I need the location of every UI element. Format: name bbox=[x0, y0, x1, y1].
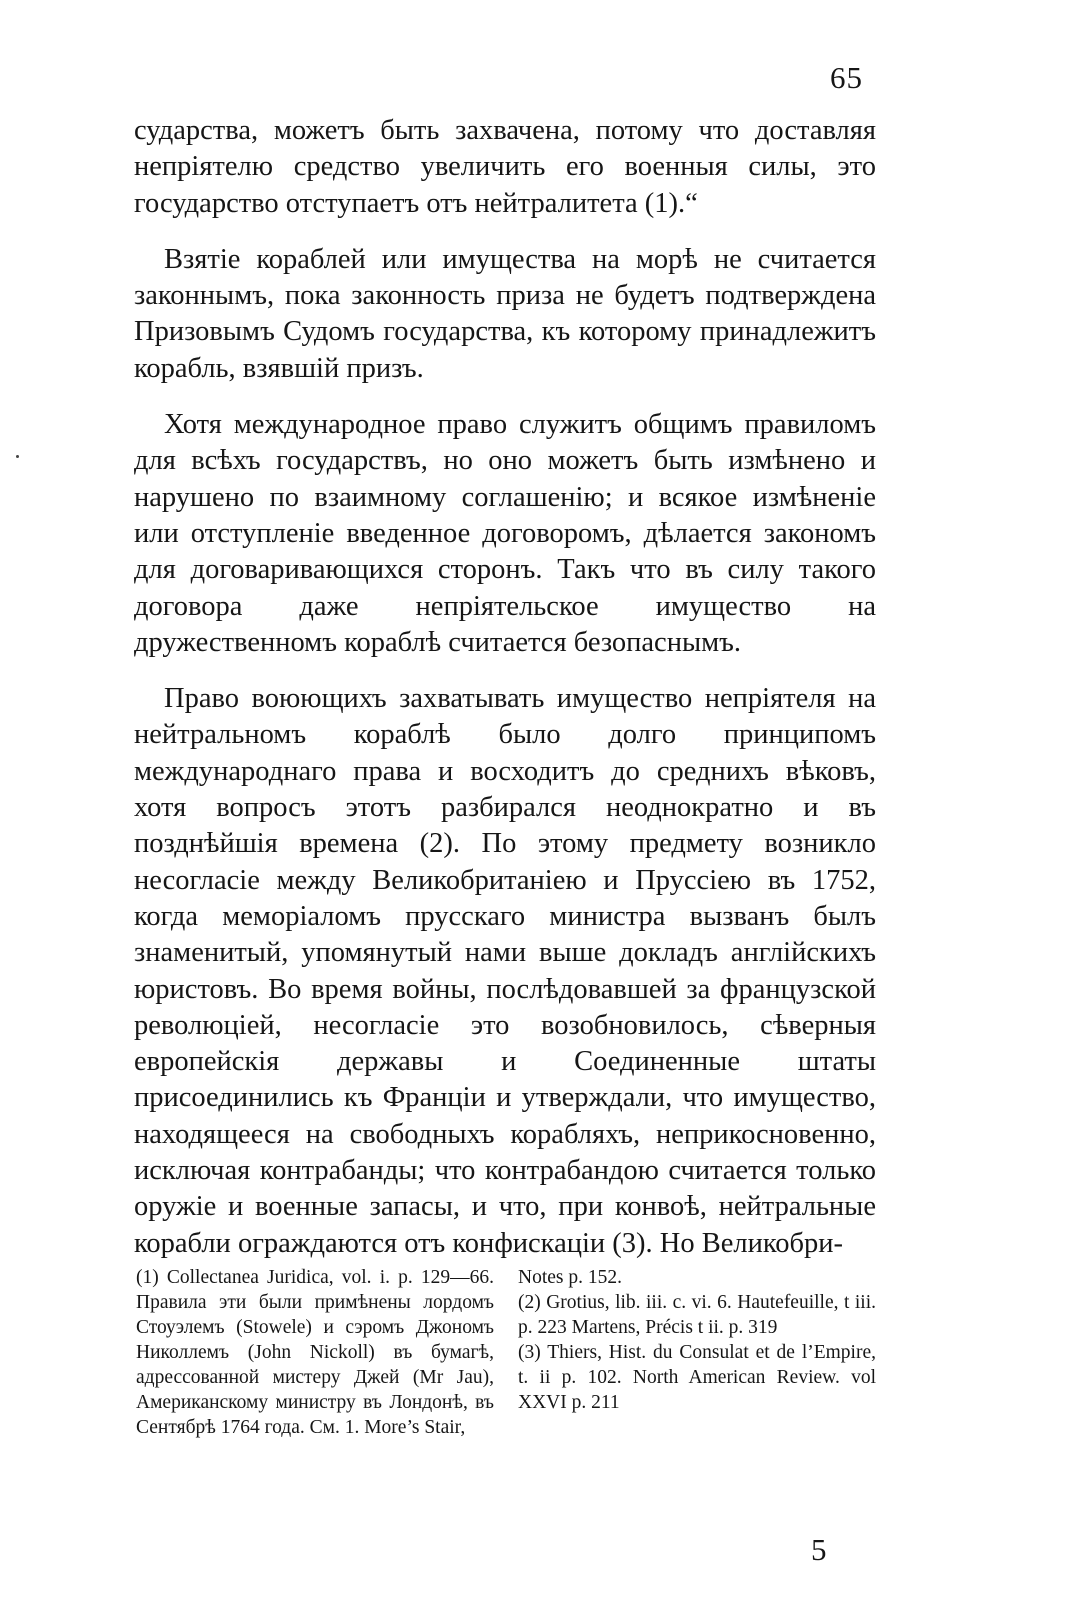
page-number: 65 bbox=[830, 60, 863, 95]
footnote-1-continuation: Notes p. 152. bbox=[518, 1267, 622, 1288]
main-text bbox=[134, 113, 876, 1262]
footnote-column-left bbox=[136, 1265, 494, 1440]
footnote-2: (2) Grotius, lib. iii. c. vi. 6. Hautefeuille, t iii. p. 223 Martens, Précis t ii. p. 319 bbox=[518, 1292, 876, 1338]
margin-speck bbox=[16, 455, 19, 458]
paragraph: Хотя международное право служитъ общимъ правиломъ для всѣхъ государствъ, но оно можетъ быть измѣнено и нарушено по взаимному соглашенію; и всякое измѣненіе или отступленіе введенное договоромъ, дѣлается закономъ для договаривающихся сторонъ. Такъ что въ силу такого договора даже непріятельское имущество на дружественномъ кораблѣ считается безопаснымъ. bbox=[134, 409, 876, 658]
paragraph: Право воюющихъ захватывать имущество непріятеля на нейтральномъ кораблѣ было долго принципомъ международнаго права и восходитъ до среднихъ вѣковъ, хотя вопросъ этотъ разбирался неоднократно и въ позднѣйшія времена (2). По этому предмету возникло несогласіе между Великобританіею и Пруссіею въ 1752, когда меморіаломъ прусскаго министра вызванъ былъ знаменитый, упомянутый нами выше докладъ англійскихъ юристовъ. Во время войны, послѣдовавшей за французской революціей, несогласіе это возобновилось, сѣверныя европейскія державы и Соединенные штаты присоединились къ Франціи и утверждали, что имущество, находящееся на свободныхъ корабляхъ, неприкосновенно, исключая контрабанды; что контрабандою считается только оружіе и военные запасы, и что, при конвоѣ, нейтральные корабли ограждаются отъ конфискаціи (3). Но Великобри- bbox=[134, 683, 876, 1259]
footnote-1: (1) Collectanea Juridica, vol. i. p. 129—66. Правила эти были примѣнены лордомъ Стоуэлемъ (Stowele) и сэромъ Джономъ Николлемъ (John Nickoll) въ бумагѣ, адрессованной мистеру Джей (Mr Jau), Американскому министру въ Лондонѣ, въ Сентябрѣ 1764 года. См. 1. More’s Stair, bbox=[136, 1267, 494, 1438]
footnote-3: (3) Thiers, Hist. du Consulat et de l’Empire, t. ii p. 102. North American Review. vol XXVI p. 211 bbox=[518, 1342, 876, 1413]
paragraph-continuation: сударства, можетъ быть захвачена, потому что доставляя непріятелю средство увеличить его военныя силы, это государство отступаетъ отъ нейтралитета (1).“ bbox=[134, 115, 876, 219]
footnotes bbox=[136, 1265, 876, 1440]
footnote-column-right bbox=[518, 1265, 876, 1440]
paragraph: Взятіе кораблей или имущества на морѣ не считается законнымъ, пока законность приза не будетъ подтверждена Призовымъ Судомъ государства, къ которому принадлежитъ корабль, взявшій призъ. bbox=[134, 243, 876, 384]
printer-signature-mark: 5 bbox=[811, 1532, 827, 1567]
